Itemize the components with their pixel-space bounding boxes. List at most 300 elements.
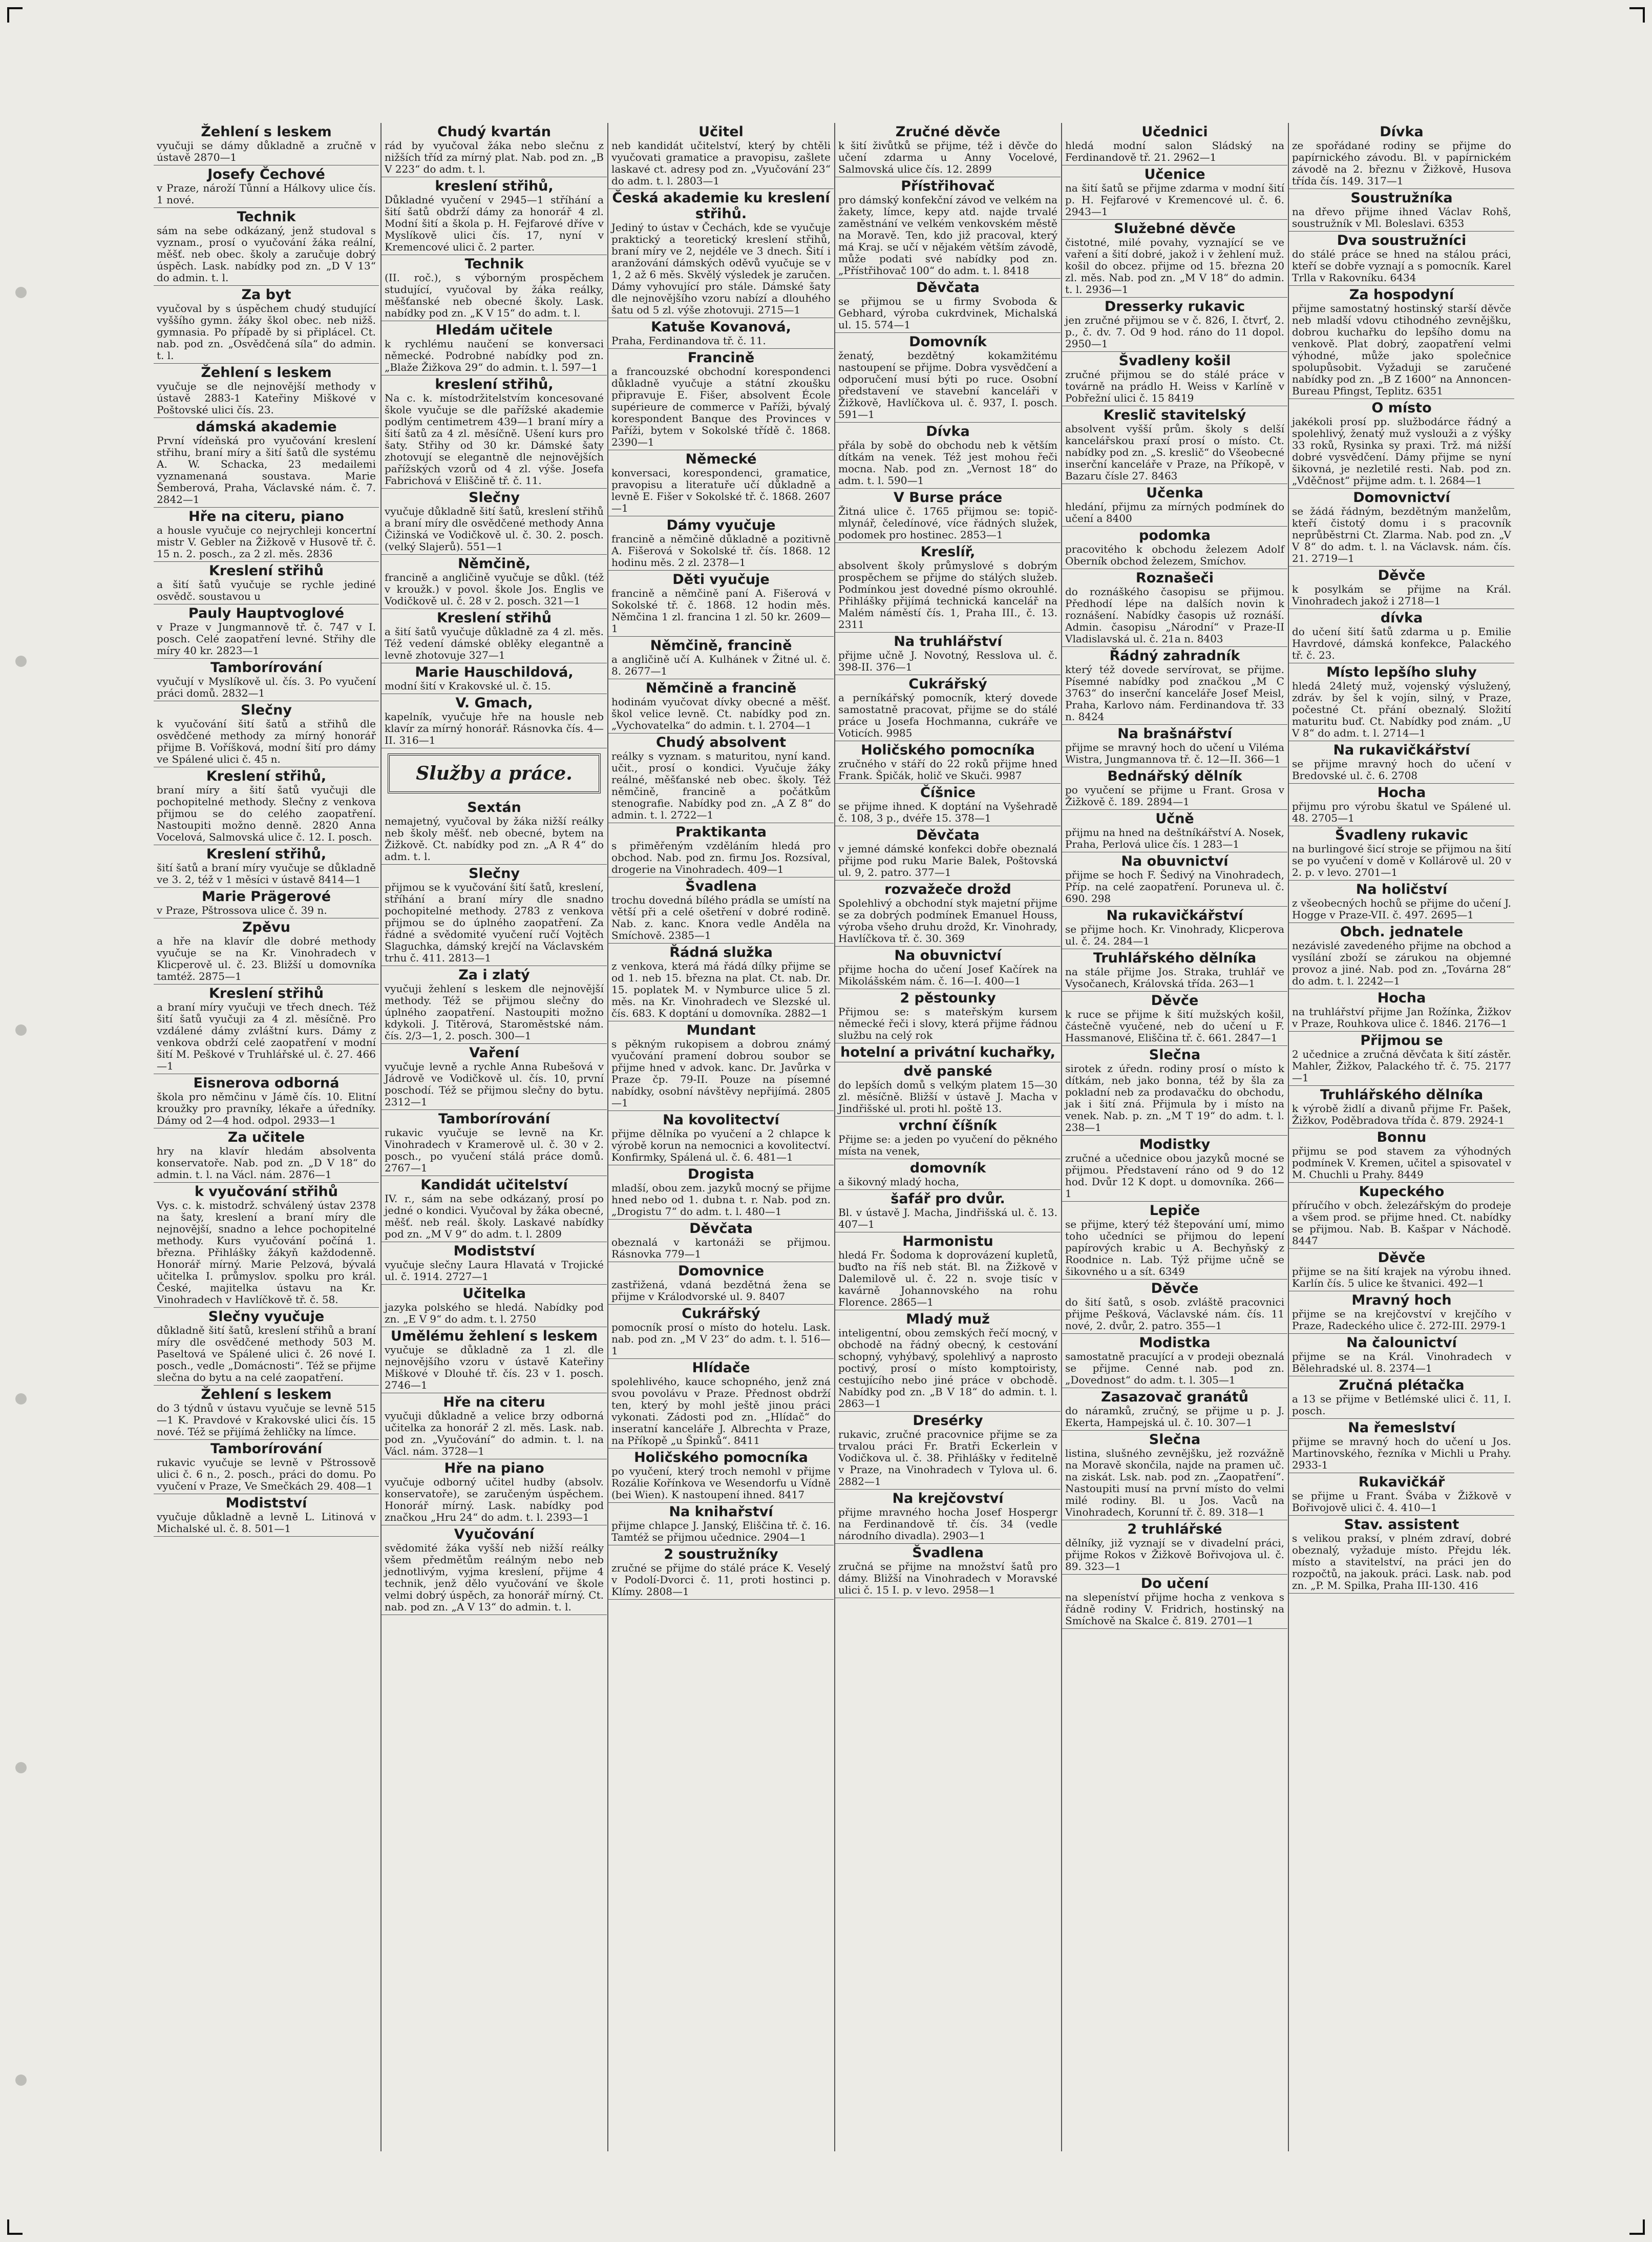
classified-ad (382, 375, 607, 489)
classified-ad (1289, 489, 1514, 567)
classified-ad (154, 701, 379, 767)
ad-body: hodinám vyučovat dívky obecné a měšť. škol velice levně. Ct. nabídky pod zn. „Vychovatelka“ do admin. t. l. 2704—1 (611, 696, 831, 731)
classified-ad (1289, 1334, 1514, 1376)
ad-body: vyučují v Myslíkově ul. čís. 3. Po vyučení práci domů. 2832—1 (157, 675, 376, 699)
ad-heading: Slečny (241, 702, 292, 718)
ad-heading: Domovnictví (1353, 490, 1450, 506)
ad-heading: 2 truhlářské (1127, 1521, 1222, 1537)
classified-ad (1289, 663, 1514, 741)
ad-body: a šití šatů vyučuje důkladně za 4 zl. měs. Též vedení dámské oblěky elegantně a levně zhotovuje 327—1 (385, 625, 604, 661)
ad-body: do učení šití šatů zdarma u p. Emilie Havrdové, dámská konfekce, Palackého tř. č. 23. (1292, 625, 1511, 661)
classified-ad (1062, 484, 1287, 527)
ad-body: samostatně pracující a v prodeji obeznalá se přijme. Cenné nab. pod zn. „Dovednost“ do adm. t. l. 305—1 (1065, 1350, 1284, 1386)
ad-body: dělníky, již vyznají se v divadelní práci, přijme Rokos v Žižkově Bořivojova ul. č. 89. 323—1 (1065, 1537, 1284, 1573)
ad-body: přijmu se pod stavem za výhodných podmínek V. Kremen, učitel a spisovatel v M. Chuchli u Prahy. 8449 (1292, 1145, 1511, 1181)
classified-ad (608, 1165, 834, 1220)
ad-heading: Rukavičkář (1358, 1474, 1445, 1490)
ad-heading: Slečna (1149, 1047, 1201, 1063)
classified-ad (154, 165, 379, 208)
classified-ad (154, 418, 379, 508)
ad-body: braní míry a šití šatů vyučuji dle pochopitelné methody. Slečny z venkova přijmou se do celého zaopatření. Nastoupiti možno denně. 2820 Anna Vocelová, Salmovská ulice č. 12. I. posch. (157, 784, 376, 843)
classified-ad (382, 489, 607, 555)
classified-ad (608, 318, 834, 349)
classified-ad (608, 123, 834, 189)
ad-heading: Učně (1155, 811, 1194, 827)
classified-ad (1062, 1575, 1287, 1629)
ad-body: přála by sobě do obchodu neb k větším dítkám na venek. Též jest mohou řeči mocna. Nab. pod zn. „Vernost 18“ do adm. t. l. 590—1 (838, 439, 1057, 487)
ad-heading: Řádný zahradník (1109, 648, 1240, 664)
ad-body: konversaci, korespondenci, gramatice, pravopisu a literatuře učí důkladně a levně E. Fišer v Sokolské tř. č. 1868. 2607—1 (611, 467, 831, 514)
classified-ad (835, 1310, 1061, 1412)
classified-ad (835, 123, 1061, 177)
ad-body: do šití šatů, s osob. zvláště pracovnici přijme Pešková, Václavské nám. čís. 11 nové, 2. dvůr, 2. patro. 355—1 (1065, 1296, 1284, 1332)
ad-body: z všeobecných hochů se přijme do učení J. Hogge v Praze-VII. č. 497. 2695—1 (1292, 897, 1511, 921)
ad-body: (II. roč.), s výborným prospěchem studující, vyučoval by žáka reálky, měšťanské neb obecné školy. Lask. nabídky pod zn. „K V 15“ do adm. t. l. (385, 271, 604, 319)
ad-heading: Cukrářský (908, 676, 987, 692)
ad-body: Přijme se: a jeden po vyučení do pěkného místa na venek, (838, 1133, 1057, 1157)
ad-heading: Domovník (909, 334, 987, 350)
classified-ad (608, 637, 834, 679)
ad-heading: Děvče (1378, 1250, 1426, 1266)
ad-heading: Modistky (1139, 1137, 1211, 1153)
ad-heading: Technik (237, 209, 296, 225)
ad-body: k výrobě židlí a divanů přijme Fr. Pašek, Žižkov, Poděbradova třída č. 879. 2924-1 (1292, 1102, 1511, 1126)
ad-heading: Zručná plétačka (1339, 1377, 1465, 1393)
ad-heading: Na obuvnictví (894, 948, 1002, 963)
ad-body: zručná se přijme na množství šatů pro dámy. Bližší na Vinohradech v Moravské ulici č. 15 I. p. v levo. 2958—1 (838, 1560, 1057, 1596)
classified-ad (1289, 286, 1514, 399)
ad-body: přijme se mravný hoch do učení u Viléma Wistra, Jungmannova tř. č. 12—II. 366—1 (1065, 741, 1284, 765)
ad-body: a šití šatů vyučuje se rychle jediné osvědč. soustavou u (157, 578, 376, 602)
ad-heading: Přístřihovač (901, 178, 995, 194)
ad-body: se přijme, který též štepování umí, mimo toho učedníci se přijmou do lepení papírových krabic u A. Bechyňský z Roodnice n. Lab. Týž přijme učně se šikovného u a sít. 6349 (1065, 1218, 1284, 1277)
classified-ad (835, 633, 1061, 675)
classified-ad (154, 1128, 379, 1183)
ad-body: a housle vyučuje co nejrychleji koncertní mistr V. Gebler na Žižkově v Husově tř. č. 15 n. 2. posch., za 2 zl. měs. 2836 (157, 524, 376, 560)
classified-ad (1062, 852, 1287, 907)
ad-body: vyučuje slečny Laura Hlavatá v Trojické ul. č. 1914. 2727—1 (385, 1259, 604, 1283)
ad-body: kapelník, vyučuje hře na housle neb klavír za mírný honorář. Rásnovka čís. 4—II. 316—1 (385, 710, 604, 746)
ad-body: Vys. c. k. mistodrž. schválený ústav 2378 na šaty, kreslení a braní míry dle nejnovější, snadno a lehce pochopitelné methody. Kurs vyučování počíná 1. března. Přihlášky žákyň každodenně. Honorář mírný. Marie Pelzová, bývalá učitelka I. průmyslov. spolku pro král. České, majitelka ústavu na Kr. Vinohradech v Havlíčkově tř. č. 58. (157, 1199, 376, 1306)
ad-body: v Praze, Pštrossova ulice č. 39 n. (157, 904, 327, 916)
ad-heading: Modistství (225, 1495, 307, 1511)
ad-body: čistotné, milé povahy, vyznající se ve vaření a šití dobré, jakož i v žehlení muž. košil do obcez. přijme od 15. března 20 zl. měs. Nab. pod zn. „M V 18“ do admin. t. l. 2936—1 (1065, 236, 1284, 296)
classified-ad (1289, 1376, 1514, 1419)
classified-ad (608, 1262, 834, 1305)
ad-heading: Učitel (698, 124, 744, 140)
ad-body: modní šití v Krakovské ul. č. 15. (385, 680, 551, 692)
ad-body: se přijme hoch. Kr. Vinohrady, Klicperova ul. č. 24. 284—1 (1065, 923, 1284, 947)
ad-heading: Kandidát učitelství (420, 1177, 568, 1193)
ad-heading: Děvčata (916, 280, 980, 296)
classified-ad (1062, 406, 1287, 484)
ad-body: hledání, přijmu za mírných podmínek do učení a 8400 (1065, 500, 1284, 525)
ad-heading: domovník (909, 1160, 986, 1176)
classified-ad (382, 1327, 607, 1393)
ad-heading: O místo (1371, 400, 1432, 416)
ad-heading: Učenka (1146, 485, 1203, 501)
classified-ad (1062, 527, 1287, 569)
classified-ad (835, 1062, 1061, 1117)
classified-ad (1289, 1086, 1514, 1128)
classified-ad (1289, 123, 1514, 189)
ad-heading: Němčině, francině (650, 638, 792, 654)
classified-ad (1062, 1202, 1287, 1280)
ad-heading: Hocha (1377, 785, 1426, 801)
classified-ad (154, 208, 379, 286)
ad-body: na slepeníství přijme hocha z venkova s řádně rodiny V. Fridrich, hostinský na Smíchově na Skalce č. 819. 2701—1 (1065, 1591, 1284, 1627)
ad-heading: Marie Hauschildová, (415, 664, 574, 680)
ad-body: obeznalá v kartonáži se přijmou. Rásnovka 779—1 (611, 1236, 831, 1260)
classified-ad (382, 1459, 607, 1525)
ad-body: pracovitého k obchodu železem Adolf Oberník obchod železem, Smíchov. (1065, 543, 1284, 567)
classified-ad (1062, 352, 1287, 406)
ad-heading: Dresérky (913, 1413, 983, 1429)
classified-ad (1289, 232, 1514, 286)
ad-heading: Němčině, (457, 556, 531, 572)
classified-ad (382, 865, 607, 966)
ad-heading: Na rukavičkářství (1333, 742, 1470, 758)
column-6 (1288, 123, 1514, 2151)
ad-body: přijme se na šití krajek na výrobu ihned. Karlín čís. 5 ulice ke štvanici. 492—1 (1292, 1265, 1511, 1289)
classified-ad (835, 1490, 1061, 1544)
classified-ad (154, 888, 379, 918)
classified-ad (1062, 165, 1287, 220)
ad-heading: dvě panské (903, 1063, 992, 1079)
classified-ad (835, 675, 1061, 741)
classified-ad (608, 516, 834, 571)
ad-heading: Děvče (1151, 993, 1199, 1009)
ad-body: sám na sebe odkázaný, jenž studoval s vyznam., prosí o vyučování žáka reální, měšť. neb obec. školy a zaručuje dobrý úspěch. Lask. nabídky pod zn. „D V 13“ do admin. t. l. (157, 224, 376, 284)
ad-heading: Na knihařství (669, 1504, 773, 1520)
ad-body: vyučuje levně a rychle Anna Rubešová v Jádrově ve Vodičkově ul. čís. 10, první poschodí. Též se přijmou slečny do bytu. 2312—1 (385, 1060, 604, 1108)
classified-ad (1289, 784, 1514, 826)
classified-ad (1289, 567, 1514, 609)
ad-body: přijme učně J. Novotný, Resslova ul. č. 398-II. 376—1 (838, 649, 1057, 673)
ad-heading: Praktikanta (675, 824, 767, 840)
ad-heading: Slečna (1149, 1432, 1201, 1448)
classified-ad (608, 189, 834, 318)
ad-body: vyučoval by s úspěchem chudý studující vyššího gymn. žáky škol obec. neb nižš. gymnasia. Po případě by si připlácel. Ct. nab. pod zn. „Osvědčená síla“ do admin. t. l. (157, 302, 376, 362)
classified-ad (835, 333, 1061, 423)
ad-body: Jediný to ústav v Čechách, kde se vyučuje praktický a teoretický kreslení střihů, braní míry ve 2, nejdéle ve 3 dnech. Šití i aranžování dámských oděvů vyučuje se v 1, 2 až 6 měs. Skvělý výsledek je zaručen. Dámy vyhovující pro stále. Dámské šaty dle nejnovějšího vzoru nabízí a dlouhého šatu od 5 zl. výše zhotovuji. 2715—1 (611, 221, 831, 316)
ad-heading: Přijmou se (1360, 1033, 1443, 1049)
ad-body: do náramků, zručný, se přijme u p. J. Ekerta, Hampejská ul. č. 10. 307—1 (1065, 1405, 1284, 1429)
classified-ad (1062, 569, 1287, 647)
ad-heading: vrchní číšník (899, 1118, 997, 1134)
classified-ad (1289, 1473, 1514, 1516)
ad-body: reálky s vyznam. s maturitou, nyní kand. učit., prosí o kondici. Vyučuje žáky reálné, měšťanské neb obec. školy. Též němčině, francině a počátkům stenografie. Nabídky pod zn. „A Z 8“ do admin. t. l. 2722—1 (611, 750, 831, 821)
ad-heading: Katuše Kovanová, (651, 319, 791, 335)
ad-body: vyučuji se dámy důkladně a zručně v ústavě 2870—1 (157, 139, 376, 163)
crop-mark (1629, 2219, 1645, 2235)
ad-heading: Slečny vyučuje (208, 1309, 325, 1325)
classified-ad (835, 947, 1061, 989)
ad-heading: Na krejčovství (892, 1491, 1004, 1506)
crop-mark (7, 2219, 23, 2235)
classified-ad (382, 555, 607, 609)
classified-ad (608, 1359, 834, 1449)
ad-heading: Hře na citeru, piano (188, 509, 344, 525)
ad-heading: Kreslíř, (920, 544, 976, 560)
ad-heading: Na holičství (1356, 882, 1448, 897)
ad-heading: Domovnice (677, 1263, 765, 1279)
ad-heading: Hledám učitele (435, 322, 553, 338)
ad-body: na truhlářství přijme Jan Rožínka, Žižkov v Praze, Rouhkova ulice č. 1846. 2176—1 (1292, 1005, 1511, 1030)
classified-ad (382, 321, 607, 375)
ad-heading: Žehlení s leskem (201, 124, 332, 140)
ad-heading: Služebné děvče (1114, 221, 1236, 237)
column-3 (607, 123, 834, 2151)
ad-heading: dámská akademie (196, 419, 337, 435)
column-5 (1061, 123, 1287, 2151)
classified-ad (835, 741, 1061, 784)
classified-ad (835, 423, 1061, 489)
ad-heading: Děvče (1151, 1281, 1199, 1296)
ad-heading: Žehlení s leskem (201, 365, 332, 381)
ad-body: inteligentní, obou zemských řečí mocný, v obchodě na řádný obecný, k cestování schopný, vyhýbavý, spolehlivý a naprosto poctivý, prosí o místo komptoiristy, cestujícího nebo jiné práce v obchodě. Nabídky pod zn. „B V 18“ do admin. t. l. 2863—1 (838, 1327, 1057, 1410)
classified-ad (154, 1440, 379, 1494)
classified-ad (835, 543, 1061, 633)
ad-body: se přijme ihned. K doptání na Vyšehradě č. 108, 3 p., dvéře 15. 378—1 (838, 800, 1057, 824)
classified-ad (1289, 1419, 1514, 1473)
classified-ad (1289, 609, 1514, 663)
ad-body: Na c. k. místodržitelstvím koncesované škole vyučuje se dle pařížské akademie podlým centimetrem 439—1 braní míry a šití šatů za 4 zl. měsíčně. Ušení kurs pro šaty. Střihy od 30 kr. Dámské šaty zhotovují se elegantně dle nejnovějších pařížských vzorů od 4 zl. výše. Josefa Fabrichová v Eliščině tř. č. 11. (385, 392, 604, 487)
classified-ad (382, 1044, 607, 1110)
classified-ad (835, 177, 1061, 279)
ad-body: hry na klavír hledám absolventa konservatoře. Nab. pod zn. „D V 18“ do admin. t. l. na Václ. nám. 2876—1 (157, 1145, 376, 1181)
classified-ad (154, 1074, 379, 1128)
ad-body: přijme se hoch F. Šedivý na Vinohradech, Příp. na celé zaopatření. Poruneva ul. č. 690. 298 (1065, 869, 1284, 905)
ad-body: do roznáškého časopisu se přijmou. Předhodí lépe na dalších novin k roznášení. Nabídky časopis už roznáší. Admin. časopisu „Národní“ v Praze-II Vladislavská ul. č. 21a n. 8403 (1065, 585, 1284, 645)
classified-ad (382, 694, 607, 748)
ad-heading: Bonnu (1376, 1129, 1427, 1145)
ad-body: k šití živůtků se přijme, též i děvče do učení zdarma u Anny Vocelové, Salmovská ulice čís. 12. 2899 (838, 139, 1057, 175)
ad-heading: Tamborírování (438, 1111, 550, 1127)
ad-body: na burlingové šicí stroje se přijmou na šití se po vyučení v domě v Kollárově ul. 20 v 2. p. v levo. 2701—1 (1292, 843, 1511, 878)
ad-heading: Vaření (469, 1045, 519, 1061)
ad-heading: Modistka (1139, 1335, 1211, 1351)
ad-body: se žádá řádným, bezdětným manželům, kteří čistotý domu i s pracovník neprůběstrni Ct. Zlarma. Nab. pod zn. „V V 8“ do adm. t. l. na Václavsk. nám. čís. 21. 2719—1 (1292, 505, 1511, 564)
classified-ad (1062, 1334, 1287, 1388)
ad-heading: Kreslení střihů, (206, 768, 327, 784)
classified-ad (382, 966, 607, 1044)
classified-ad (608, 571, 834, 637)
ad-heading: 2 soustružníky (664, 1546, 778, 1562)
classified-ad (1289, 1291, 1514, 1334)
ad-heading: Na kovolitectví (663, 1112, 779, 1128)
ad-body: do lepších domů s velkým platem 15—30 zl. měsíčně. Bližší v ústavě J. Macha v Jindřišské ul. proti hl. poště 13. (838, 1079, 1057, 1115)
ad-body: škola pro němčinu v Jámě čís. 10. Elitní kroužky pro pravníky, lékaře a úředníky. Dámy od 2—4 hod. odpol. 2933—1 (157, 1091, 376, 1126)
classified-ad (1062, 123, 1287, 165)
ad-body: sirotek z úředn. rodiny prosí o místo k dítkám, neb jako bonna, též by šla za pokladní neb za prodavačku do obchodu, jak i šití zná. Přijmula by i místo na venek. Nab. p. zn. „M T 19“ do adm. t. l. 238—1 (1065, 1062, 1284, 1134)
ad-body: absolvent školy průmyslové s dobrým prospěchem se přijme do stálých služeb. Podmínkou jest dovedné písmo okrouhlé. Přihlášky přijímá technická kancelář na Malém náměstí čís. 1, Praha III., č. 13. 2311 (838, 559, 1057, 631)
classified-ad (382, 177, 607, 255)
ad-body: k posylkám se přijme na Král. Vinohradech jakož i 2718—1 (1292, 583, 1511, 607)
classified-ad (382, 609, 607, 663)
ad-heading: Tamborírování (210, 660, 322, 676)
classified-ad (608, 1220, 834, 1262)
ad-heading: Kupeckého (1359, 1184, 1445, 1200)
classified-ad (1062, 1136, 1287, 1202)
ad-heading: Technik (464, 256, 524, 272)
ad-heading: Mundant (686, 1022, 756, 1038)
ad-heading: Česká akademie ku kreslení střihů. (612, 190, 830, 222)
classified-ad (382, 1110, 607, 1176)
ad-heading: Dresserky rukavic (1104, 299, 1245, 315)
classified-ad (835, 826, 1061, 881)
ad-heading: Za hospodyní (1349, 287, 1454, 303)
ad-body: listina, slušného zevnějšku, jež rozvážně na Moravě skončila, najde na pramen uč. na ziskát. Lsk. nab. pod zn. „Zaopatření“. Nastoupiti musí na první místo do velmi milé rodiny. Bl. u Jos. Vaců na Vinohradech, Korunní tř. č. 89. 318—1 (1065, 1447, 1284, 1518)
classified-ad (382, 663, 607, 694)
ad-body: IV. r., sám na sebe odkázaný, prosí po jedné o kondici. Vyučoval by žáka obecné, měšť. neb reál. školy. Laskavé nabídky pod zn. „M V 9“ do adm. t. l. 2809 (385, 1192, 604, 1240)
ad-heading: Švadleny rukavic (1335, 827, 1468, 843)
ad-heading: Stav. assistent (1344, 1517, 1459, 1533)
ad-heading: Holičského pomocníka (861, 742, 1035, 758)
ad-body: jen zručné přijmou se v č. 826, I. čtvrť, 2. p., č. dv. 7. Od 9 hod. ráno do 11 dopol. 2950—1 (1065, 314, 1284, 350)
ad-heading: Soustružníka (1350, 190, 1453, 206)
ad-body: zručného v stáří do 22 roků přijme hned Frank. Špičák, holič ve Skuči. 9987 (838, 758, 1057, 782)
ad-heading: Slečny (469, 490, 520, 506)
ad-body: absolvent vyšší prům. školy s delší kancelářskou praxí prosí o místo. Ct. nabídky pod zn. „S. kreslič“ do Všeobecné inserční kanceláře v Praze, na Příkopě, v Bazaru čísle 27. 8463 (1065, 423, 1284, 482)
classified-ad (835, 489, 1061, 543)
ad-body: přijmu na hned na deštníkářství A. Nosek, Praha, Perlová ulice čís. 1 283—1 (1065, 826, 1284, 850)
ad-body: jakékoli prosí pp. službodárce řádný a spolehlivý, ženatý muž vyslouži a z výšky 33 roků, Rysinka sy praxi. Trž. má nižší dobré vysvědčení. Dámy přijme se nyní šikovná, je nezletilé resti. Nab. pod zn. „Vděčnost“ přijme adm. t. l. 2684—1 (1292, 415, 1511, 487)
ad-heading: Švadleny košil (1118, 353, 1231, 369)
classified-ad (835, 1159, 1061, 1190)
classified-ad (1289, 989, 1514, 1032)
ad-body: Žitná ulice č. 1765 přijmou se: topič-mlynář, čeledínové, více řádných služek, podomek pro hostinec. 2853—1 (838, 505, 1057, 541)
ad-body: Spolehlivý a obchodní styk majetní přijme se za dobrých podmínek Emanuel Houss, výroba všeho druhu drožd, Kr. Vinohrady, Havlíčkova tř. č. 30. 369 (838, 897, 1057, 945)
ad-body: přijme samostatný hostinský starší děvče neb mladší vdovu ctihodného zevnějšku, dobrou kuchařku do lepšího domu na venkově. Plat dobrý, zaopatření velmi výhodné, může jako společnice spolupůsobit. Vyžaduji se zaručené nabídky pod zn. „B Z 1600“ na Annoncen-Bureau Pfingst, Teplitz. 6351 (1292, 302, 1511, 397)
ad-body: rád by vyučoval žáka nebo slečnu z nižších tříd za mírný plat. Nab. pod zn. „B V 223“ do adm. t. l. (385, 139, 604, 175)
ad-body: trochu dovedná bílého prádla se umístí na větší při a celé ošetření v dobré rodině. Nab. z. kanc. Knora vedle Anděla na Smíchově. 2385—1 (611, 894, 831, 941)
classified-ad (608, 1111, 834, 1165)
ad-heading: Učednici (1141, 124, 1208, 140)
ad-body: vyučuje odborný učitel hudby (absolv. konservatoře), se zaručeným úspěchem. Honorář mírný. Lask. nabídky pod značkou „Hru 24“ do adm. t. l. 2393—1 (385, 1476, 604, 1523)
ad-heading: Místo lepšího sluhy (1326, 664, 1477, 680)
crop-mark (7, 7, 23, 23)
ad-heading: Eisnerova odborná (193, 1075, 340, 1091)
ad-body: důkladně šití šatů, kreslení střihů a braní míry dle osvědčené methody 503 M. Paseltová ve Spálené ulici č. 26 nové I. posch., vedle „Domácnosti“. Též se přijme slečna do bytu a na celé zaopatření. (157, 1324, 376, 1384)
classified-ad (382, 1176, 607, 1242)
ad-body: svědomité žáka vyšší neb nižší reálky všem předmětům reálným nebo neb jednotlivým, vyjma kreslení, přijme 4 technik, jenž dělo vyučování ve škole velmi dobrý úspěch, za honorář mírný. Ct. nab. pod zn. „A V 13“ do admin. t. l. (385, 1542, 604, 1613)
ad-body: s přiměřeným vzděláním hledá pro obchod. Nab. pod zn. firmu Jos. Rozsíval, drogerie na Vinohradech. 409—1 (611, 840, 831, 875)
ad-body: rukavic, zručné pracovnice přijme se za trvalou práci Fr. Bratři Eckerlein v Vodičkova ul. č. 38. Přihlášky v ředitelně v Praze, na Vinohradech v Tylova ul. 6. 2882—1 (838, 1428, 1057, 1487)
ad-heading: Kreslič stavitelský (1103, 407, 1246, 423)
ad-heading: Dva soustružníci (1337, 233, 1467, 248)
ad-body: s velikou praksí, v plném zdraví, dobré obeznalý, vyžaduje místo. Přejdu lék. místo a stavitelství, na práci jen do rozpočtů, na jakouk. práci. Lask. nab. pod zn. „P. M. Spilka, Praha III-130. 416 (1292, 1532, 1511, 1591)
ad-heading: Děvčata (916, 827, 980, 843)
ad-heading: Zpěvu (242, 919, 291, 935)
classified-ad (1062, 647, 1287, 725)
ad-heading: Německé (685, 451, 757, 467)
ad-heading: Umělému žehlení s leskem (390, 1328, 598, 1344)
ad-body: mladší, obou zem. jazyků mocný se přijme hned nebo od 1. dubna t. r. Nab. pod zn. „Drogistu 7“ do adm. t. l. 480—1 (611, 1182, 831, 1218)
ad-body: francině a němčině důkladně a pozitivně A. Fišerová v Sokolské tř. čís. 1868. 12 hodinu měs. 2 zl. 2378—1 (611, 533, 831, 569)
ad-body: přijme se na Král. Vinohradech v Bělehradské ul. 8. 2374—1 (1292, 1350, 1511, 1374)
classified-ad (835, 1232, 1061, 1310)
ad-heading: Na truhlářství (894, 634, 1002, 649)
classified-ad (382, 1393, 607, 1459)
ad-body: ženatý, bezdětný kokamžitému nastoupení se přijme. Dobra vysvědčení a odporučení musí býti po ruce. Osobní představení ve stavební kanceláři v Žižkově, Havlíčkova ul. č. 937, I. posch. 591—1 (838, 349, 1057, 421)
classified-ad (382, 123, 607, 177)
ad-heading: Obch. jednatele (1340, 924, 1464, 940)
ad-heading: Učenice (1144, 166, 1205, 182)
ad-heading: Řádná služka (669, 945, 773, 960)
classified-ad (154, 123, 379, 165)
ad-heading: Truhlářského dělníka (1320, 1087, 1484, 1103)
ad-heading: Žehlení s leskem (201, 1387, 332, 1402)
classified-ad (154, 918, 379, 984)
ad-body: jazyka polského se hledá. Nabídky pod zn. „E V 9“ do adm. t. l. 2750 (385, 1301, 604, 1325)
ad-heading: rozvažeče drožd (884, 882, 1011, 897)
classified-ad (835, 784, 1061, 826)
ad-heading: Bednářský dělník (1107, 768, 1242, 784)
ad-body: a angličině učí A. Kulhánek v Žitné ul. č. 8. 2677—1 (611, 653, 831, 677)
classified-ad (1062, 992, 1287, 1046)
ad-heading: Němčině a francině (645, 680, 797, 696)
classified-ad (608, 1449, 834, 1503)
ad-heading: Děvče (1378, 568, 1426, 583)
ad-heading: Za byt (241, 287, 291, 303)
classified-ad (835, 1117, 1061, 1159)
ad-body: se přijme mravný hoch do učení v Bredovské ul. č. 6. 2708 (1292, 758, 1511, 782)
classified-ad (1289, 826, 1514, 881)
classified-ad (382, 255, 607, 321)
ad-body: Důkladné vyučení v 2945—1 stříhání a šití šatů obdrží dámy za honorář 4 zl. Modní šití a škola p. H. Fejfarové dříve v Myslíkově ulici čís. 17, nyní v Kremencové ulici č. 2 parter. (385, 194, 604, 253)
column-1 (154, 123, 379, 2151)
ad-body: hledá 24letý muž, vojenský výslužený, zdráv. by šel k vojín, silný, v Praze, počestné Ct. přání obeznalý. Složití maturitu buď. Ct. Nabídky pod znám. „U V 8“ do adm. t. l. 2714—1 (1292, 680, 1511, 739)
column-4 (834, 123, 1061, 2151)
ad-heading: Kreslení střihů, (206, 846, 327, 862)
classified-ad (608, 1305, 834, 1359)
classified-ad (835, 1412, 1061, 1490)
ad-body: s pěkným rukopisem a dobrou známý vyučování pramení dobrou soubor se přijme hned v advok. kanc. Dr. Javůrka v Praze čp. 79-II. Pouze na písemné nabídky, osobní návštěvy nepřijímá. 2805—1 (611, 1038, 831, 1109)
classified-ad (154, 767, 379, 845)
classified-ad (154, 659, 379, 701)
classified-ad (1062, 1431, 1287, 1520)
ad-body: a braní míry vyučuji ve třech dnech. Též šití šatů vyučuji za 4 zl. měsíčně. Pro vzdálené dámy zvláštní kurs. Dámy z venkova obdrží celé zaopatření v modní šití M. Peškové v Truhlářské ul. č. 27. 466—1 (157, 1001, 376, 1072)
ad-body: nemajetný, vyučoval by žáka nižší reálky neb školy měšť. neb obecné, bytem na Žižkově. Ct. nabídky pod zn. „A R 4“ do adm. t. l. (385, 815, 604, 863)
classified-ad (1062, 810, 1287, 852)
ad-heading: Kreslení střihů (436, 610, 552, 626)
classified-ad (154, 984, 379, 1074)
ad-heading: Hře na piano (444, 1460, 544, 1476)
ad-body: a 13 se přijme v Betlémské ulici č. 11, I. posch. (1292, 1393, 1511, 1417)
ad-heading: 2 pěstounky (900, 990, 996, 1006)
ad-body: přijme mravného hocha Josef Hospergr na Ferdinandově tř. čís. 34 (vedle národního divadla). 2903—1 (838, 1506, 1057, 1542)
ad-heading: Holičského pomocníka (634, 1450, 808, 1465)
ad-heading: Mladý muž (906, 1311, 990, 1327)
classified-ad (382, 799, 607, 865)
ad-heading: Zasazovač granátů (1100, 1389, 1248, 1405)
classified-ad (1062, 298, 1287, 352)
ad-body: Praha, Ferdinandova tř. č. 11. (611, 334, 766, 347)
classified-ad (608, 1503, 834, 1545)
ad-body: Bl. v ústavě J. Macha, Jindřišská ul. č. 13. 407—1 (838, 1206, 1057, 1230)
classified-ad (608, 823, 834, 877)
ad-body: a hře na klavír dle dobré methody vyučuje se na Kr. Vinohradech v Klicperově ul. č. 23. Bližší u domovníka tamtéž. 2875—1 (157, 935, 376, 982)
ad-heading: kreslení střihů, (435, 376, 554, 392)
classified-ad (1289, 1183, 1514, 1249)
ad-body: přijmou se k vyučování šití šatů, kreslení, stříhání a braní míry dle snadno pochopitelné methody. 2783 z venkova přijmou se do úplného zaopatření. Za řádné a svědomité vyučení ručí Vojtěch Slaguchka, dámský krejčí na Václavském trhu č. 411. 2813—1 (385, 881, 604, 964)
classified-ad (382, 1242, 607, 1285)
ad-heading: Číšnice (920, 785, 976, 801)
classified-ad (608, 944, 834, 1021)
ad-heading: dívka (1380, 610, 1423, 626)
ad-heading: Kreslení střihů (208, 986, 324, 1001)
